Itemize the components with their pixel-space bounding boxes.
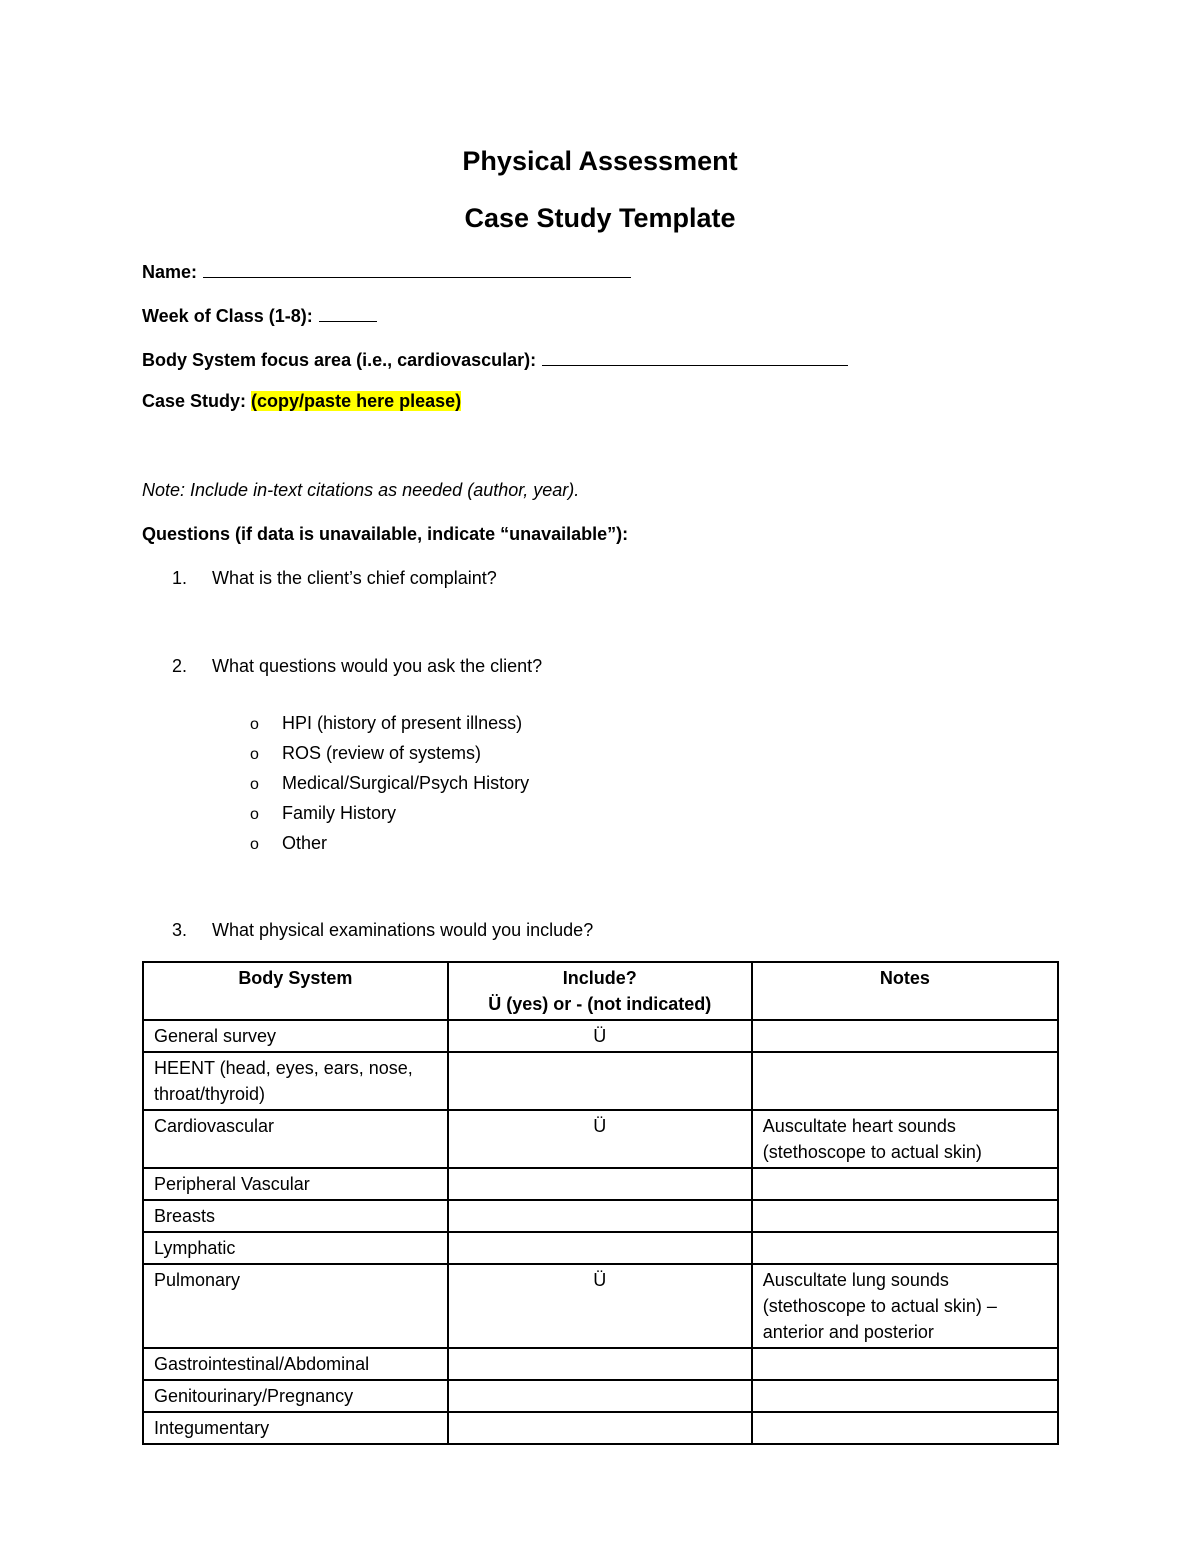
exam-table — [142, 961, 1059, 1445]
cell-notes[interactable]: Auscultate heart sounds (stethoscope to actual skin) — [752, 1110, 1058, 1168]
cell-system: Breasts — [143, 1200, 448, 1232]
table-row — [143, 1412, 1058, 1444]
question-text: What physical examinations would you include? — [212, 920, 594, 940]
cell-system: HEENT (head, eyes, ears, nose, throat/thyroid) — [143, 1052, 448, 1110]
list-item — [250, 743, 481, 764]
question-number: 2. — [172, 656, 188, 676]
list-item — [250, 833, 327, 854]
cell-notes[interactable] — [752, 1020, 1058, 1052]
header-include-legend: Ü (yes) or - (not indicated) — [488, 994, 712, 1014]
question-number: 1. — [172, 568, 188, 588]
table-row — [143, 1348, 1058, 1380]
case-study-field — [142, 391, 461, 412]
table-row — [143, 1200, 1058, 1232]
cell-include[interactable] — [448, 1412, 752, 1444]
list-item-text: Other — [282, 833, 328, 853]
question-1 — [172, 568, 497, 589]
question-text: What questions would you ask the client? — [212, 656, 543, 676]
cell-notes[interactable] — [752, 1200, 1058, 1232]
body-system-blank[interactable] — [542, 347, 848, 366]
case-study-label: Case Study: — [142, 391, 247, 411]
cell-notes[interactable] — [752, 1380, 1058, 1412]
table-row — [143, 1380, 1058, 1412]
citation-note: Note: Include in-text citations as needed (author, year). — [142, 480, 580, 500]
cell-notes[interactable] — [752, 1232, 1058, 1264]
cell-notes[interactable] — [752, 1052, 1058, 1110]
cell-include[interactable] — [448, 1168, 752, 1200]
week-label: Week of Class (1-8): — [142, 306, 313, 326]
table-row — [143, 1052, 1058, 1110]
question-text: What is the client’s chief complaint? — [212, 568, 497, 588]
cell-system: Peripheral Vascular — [143, 1168, 448, 1200]
table-row — [143, 1264, 1058, 1348]
cell-system: Gastrointestinal/Abdominal — [143, 1348, 448, 1380]
name-field — [142, 259, 631, 283]
list-item-text: HPI (history of present illness) — [282, 713, 523, 733]
bullet-icon: o — [250, 806, 259, 823]
cell-include[interactable]: Ü — [448, 1020, 752, 1052]
bullet-icon: o — [250, 746, 259, 763]
table-row — [143, 1110, 1058, 1168]
cell-system: Pulmonary — [143, 1264, 448, 1348]
cell-include[interactable]: Ü — [448, 1110, 752, 1168]
cell-notes[interactable] — [752, 1412, 1058, 1444]
body-system-label: Body System focus area (i.e., cardiovascular): — [142, 350, 537, 370]
cell-include[interactable] — [448, 1232, 752, 1264]
list-item — [250, 713, 522, 734]
header-body-system: Body System — [143, 962, 448, 1020]
body-system-field — [142, 347, 848, 371]
cell-include[interactable] — [448, 1348, 752, 1380]
header-include-title: Include? — [562, 968, 637, 988]
table-header-row — [143, 962, 1058, 1020]
cell-notes[interactable] — [752, 1348, 1058, 1380]
header-include — [448, 962, 752, 1020]
bullet-icon: o — [250, 716, 259, 733]
question-3 — [172, 920, 593, 941]
name-label: Name: — [142, 262, 198, 282]
cell-system: Genitourinary/Pregnancy — [143, 1380, 448, 1412]
bullet-icon: o — [250, 776, 259, 793]
cell-notes[interactable] — [752, 1168, 1058, 1200]
cell-system: General survey — [143, 1020, 448, 1052]
week-field — [142, 303, 377, 327]
table-row — [143, 1232, 1058, 1264]
cell-include[interactable] — [448, 1052, 752, 1110]
list-item-text: ROS (review of systems) — [282, 743, 482, 763]
cell-include[interactable] — [448, 1200, 752, 1232]
question-2 — [172, 656, 542, 677]
page-title: Physical Assessment — [462, 146, 738, 176]
cell-notes[interactable]: Auscultate lung sounds (stethoscope to actual skin) – anterior and posterior — [752, 1264, 1058, 1348]
cell-system: Lymphatic — [143, 1232, 448, 1264]
list-item — [250, 773, 529, 794]
case-study-highlight: (copy/paste here please) — [251, 391, 462, 411]
week-blank[interactable] — [319, 303, 377, 322]
cell-include[interactable] — [448, 1380, 752, 1412]
page-subtitle: Case Study Template — [464, 203, 736, 233]
bullet-icon: o — [250, 836, 259, 853]
table-row — [143, 1020, 1058, 1052]
questions-heading: Questions (if data is unavailable, indicate “unavailable”): — [142, 524, 629, 544]
list-item-text: Medical/Surgical/Psych History — [282, 773, 530, 793]
table-row — [143, 1168, 1058, 1200]
header-notes: Notes — [752, 962, 1058, 1020]
list-item-text: Family History — [282, 803, 397, 823]
cell-system: Cardiovascular — [143, 1110, 448, 1168]
name-blank[interactable] — [203, 259, 631, 278]
list-item — [250, 803, 396, 824]
question-number: 3. — [172, 920, 188, 940]
cell-include[interactable]: Ü — [448, 1264, 752, 1348]
cell-system: Integumentary — [143, 1412, 448, 1444]
